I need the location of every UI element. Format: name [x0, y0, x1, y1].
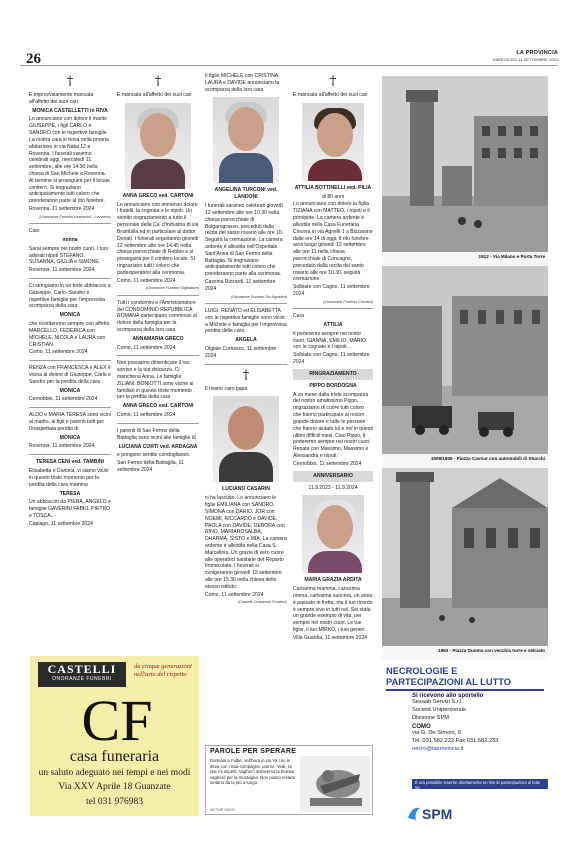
- divider: [29, 360, 111, 361]
- parole-per-sperare-box: [205, 745, 373, 815]
- historic-photo: [382, 76, 548, 252]
- notice-place: Rovenna, 11 settembre 2024: [29, 206, 95, 212]
- condolence-name: MONICA: [59, 434, 81, 441]
- notice-body: A un mese dalla triste scomparsa del nostro amatissimo Pippo, ringraziamo di cuore tutti coloro che hanno partecipato al nostro grande dolore e tutte le persone che hanno aiutato lui e noi in questi ultimi difficili mesi. Ciao Pippo, ti porteremo sempre nei nostri cuori. Renata con Massimo, Massimo e Alessandra e nipoti.: [293, 391, 373, 459]
- online-banner[interactable]: È ora possibile inserire direttamente on line le partecipazioni al lutto su: [412, 779, 548, 789]
- intro-text: È improvvisamente mancata all'affetto dei suoi cari: [29, 92, 94, 105]
- condolence-name: MONICA: [59, 312, 81, 319]
- condolence-name: ANGELA: [235, 337, 257, 344]
- office-email-link[interactable]: necro@laprovincia.it: [412, 745, 464, 752]
- portrait-photo: [213, 97, 279, 183]
- photo-caption: 1912 - Via Milano e Porta Torre: [478, 254, 545, 259]
- monogram-text: CF: [82, 692, 152, 744]
- newspaper-brand: LA PROVINCIA: [516, 50, 558, 56]
- condolence-body: I parenti di San Fermo della Battaglia sono vicini alle famiglie di: [117, 427, 196, 441]
- photo-caption: 1893 - Piazza Duomo con vecchia torre e selciato: [438, 648, 545, 653]
- condolence-body: Un abbraccio da PIERA, ANGELO e famiglie GAVERINI FABIO, PIETRO e TOSCA.: [29, 499, 111, 519]
- funeral-agency: (Onoranze Funebri De Agostini): [230, 293, 287, 299]
- notice-body: Lo annunciano con dolore la figlia TIZIANA con MATTEO, i nipoti e il pronipote. La camera ardente è allestita nella Casa Funeraria Cincera in via Agnelli 1 a Bizzarone dalle ore 14 di oggi. Il rito funebre avrà luogo giovedì 12 settembre alle ore 11 nella chiesa parrocchiale di Concagno, preceduto dalla recita del santo rosario alle ore 10.30, seguirà cremazione.: [293, 201, 373, 283]
- deceased-name: ATTILIA BOTTINELLI ved. PILIA: [294, 184, 372, 191]
- obituary-column-4: [293, 72, 373, 744]
- notice-place: Cassina Rizzardi, 11 settembre 2024: [205, 279, 276, 292]
- deceased-name: ANGELINA TURCONI ved. LANDONI: [214, 187, 278, 201]
- condolence-place: Cernobbio, 11 settembre 2024: [29, 396, 98, 403]
- historic-photos-panel: [382, 76, 548, 660]
- box-quote: Dormani a Fulbe, vell'hora in cui Va con le deva con i Sua compagna, parrire. Vedi, so che mi aspetti. Vagherò attraverso la foresta, vagherò per la montagna. Non posso restare lontano da te più a lungo.: [210, 758, 296, 786]
- condolence-intro: Ciao: [29, 228, 40, 235]
- condolence-place: Solbiate con Cagno, 11 settembre 2024: [293, 352, 370, 366]
- condolence-place: Olgiate Comasco, 11 settembre 2024: [205, 346, 277, 359]
- historic-photo: [382, 468, 548, 646]
- notice-body: Lo annunciano con dolore il marito GIUSEPPE, i figli CARLO e SANDRO con le rispettive famiglie. La nostra cara si trova nella propria abitazione in via Natai 12 a Rovenna. I funerali saranno celebrati oggi, mercoledì 11 settembre, alle ore 14.30 nella chiesa di San Michele a Rovenna. Al termine si proseguirà per il locale cimitero. Si ringraziano anticipatamente tutti coloro che prenderanno parte al rito funebre.: [29, 116, 110, 205]
- intro-text: È mancata all'affetto dei suoi cari: [117, 92, 192, 98]
- funeral-agency: (Onoranze Funebri Cincera): [323, 298, 373, 304]
- divider: [205, 303, 287, 304]
- condolence-body: ALDO e MARIA TERESA sono vicini al marito, ai figli e parenti tutti per l'inaspettata perdita di: [29, 412, 111, 432]
- deceased-age: di 80 anni: [321, 193, 345, 200]
- ad-phone: tel 031 976983: [86, 797, 143, 807]
- divider: [29, 223, 111, 224]
- spm-logo-icon: [406, 804, 460, 822]
- condolence-body: che ricorderemo sempre con affetto. MARCELLO, FEDERICA con MICHELE, NICOLA e LAURA con CRISTIAN.: [29, 321, 111, 348]
- condolence-body: ti porteremo sempre nei nostri cuori. GIANNA, EMILIO, MARIO con le cognate e i nipoti.: [293, 330, 367, 351]
- notice-body: I funerali saranno celebrati giovedì 12 settembre alle ore 10.30 nella chiesa parrocchiale di Bulgarograsso, preceduti dalla recita del santo rosario alle ore 10. Seguirà la cremazione. La camera ardente è allestita nell'Ospedale Sant'Anna di San Fermo della Battaglia. Si ringraziano anticipatamente tutti coloro che prenderanno parte alla cerimonia.: [205, 203, 284, 278]
- intro-text: Il figlio MICHELE con CRISTINA, LAURA e DAVIDE annunciano la scomparsa della loro cara: [205, 73, 280, 93]
- deceased-name: MONICA CASTELLETTI in RIVA: [32, 107, 108, 114]
- office-phone[interactable]: Tel. 031.582.222 Fax 031.582.233: [412, 738, 499, 745]
- condolence-body: Non possiamo dimenticare il tuo sorriso e la tua dolcezza. Ci mancherai Anna. Le famiglie ZILIANI, BONIOTTI sono vicine ai familiari in questo triste momento per la perdita della cara: [117, 360, 194, 401]
- condolence-body: e pongono sentite condoglianze.: [117, 452, 191, 459]
- portrait-photo: [213, 396, 279, 482]
- condolence-name: nonna: [62, 236, 78, 243]
- notice-place: Como, 11 settembre 2024: [117, 277, 176, 284]
- condolence-name: ATTILIA: [323, 321, 343, 328]
- funeral-agency: (Castelli Onoranze Funebri): [237, 599, 287, 605]
- deceased-name: PIPPO BORDOGNA: [309, 382, 357, 389]
- condolence-intro: Cara: [293, 313, 305, 320]
- condolence-name: TERESA CENI ved. TAMBINI: [36, 459, 104, 466]
- condolence-place: Rovenna, 11 settembre 2024: [29, 267, 95, 274]
- notice-place: Cernobbio, 11 settembre 2024: [293, 460, 362, 467]
- condolence-place: Como, 11 settembre 2024: [117, 344, 176, 351]
- office-city: COMO: [412, 724, 431, 731]
- condolence-place: Como, 11 settembre 2024: [117, 412, 176, 419]
- receive-note: Si ricevono allo sportello: [412, 693, 484, 700]
- condolence-place: Capiago, 11 settembre 2024: [29, 520, 93, 527]
- box-title-line-1: NECROLOGIE E: [386, 666, 458, 676]
- box-title-line-2: PARTECIPAZIONI AL LUTTO: [386, 676, 511, 687]
- condolence-body: Ci stringiamo in un forte abbraccio a Giuseppe, Carlo, Sandro e rispettive famiglie per l'improvvisa scomparsa della cara: [29, 283, 111, 310]
- ad-headline: casa funeraria: [69, 748, 160, 765]
- cross-icon: †: [154, 74, 162, 89]
- anniversary-dates: 11.9.2023 - 11.9.2024: [308, 484, 358, 491]
- portrait-photo: [302, 103, 364, 181]
- notice-place: Solbiate con Cagno, 11 settembre 2024: [293, 284, 370, 297]
- condolence-place: San Fermo della Battaglia, 11 settembre 2024: [117, 460, 184, 473]
- notice-body: Carissima mamma, carissima nonna, carissima suocera, un anno è passato in fretta, ma il tuo ricordo è sempre vivo in tutti noi. Sei stata un grande esempio di vita, per sempre nei nostri cuori. Le tue figlie, il tuo MIRKO, i tuoi generi.: [293, 586, 373, 634]
- condolence-name: ANNAMARIA GRECO: [132, 335, 184, 342]
- cross-icon: †: [242, 367, 250, 383]
- divider: [29, 454, 111, 455]
- company-type: Società Unipersonale: [412, 707, 467, 714]
- photo-caption: 1908/1909 - Piazza Cavour con automobili di Stucchi: [430, 456, 545, 461]
- funeral-agency: (Onoranze Funebri Tagliabue): [145, 285, 199, 291]
- ad-brand: CASTELLI: [47, 662, 117, 676]
- page-header: [20, 40, 558, 66]
- portrait-photo: [302, 495, 364, 573]
- notice-place: Villa Guardia, 11 settembre 2024: [293, 634, 367, 641]
- divider: [293, 308, 373, 309]
- condolence-body: Tutti i condomini e l'Amministratore del CONDOMINIO REPUBBLICA ROMANA partecipano commossi al dolore della famiglia per la scomparsa della loro cara: [117, 299, 197, 333]
- divider: [117, 423, 199, 424]
- condolence-name: MONICA: [59, 387, 81, 394]
- quote-author: VICTOR HUGO: [210, 808, 235, 812]
- ad-slogan: un saluto adeguato nei tempi e nei modi: [38, 768, 191, 778]
- box-title: PAROLE PER SPERARE: [210, 748, 297, 755]
- condolence-name: ANNA GRECO ved. CARTONI: [122, 403, 194, 410]
- cross-icon: †: [329, 74, 337, 89]
- section-heading-anniversary: ANNIVERSARIO: [293, 471, 373, 482]
- notice-body: ci ha lasciato. Lo annunciano le figlie EMILIANA con SANDRO, SIMONA con DARIO, JOR con NOEMI, RICCARDO e DAVIDE, PAOLA con DAVIDE, DEBORA con RINO, MARIAROSALBA, DHARMA, SISTO e MIA. La camera ardente è allestita nella Casa S. Marcellina. Un grazie di vero cuore alle operatrici sanitarie del Reparto Immacolata. I funerali si svolgeranno giovedì 12 settembre alle ore 15.30 nella chiesa dello stesso istituto.: [205, 495, 287, 590]
- necrologie-info-box: [382, 664, 548, 824]
- divider: [29, 407, 111, 408]
- issue-date: MERCOLEDÌ 11 SETTEMBRE 2024: [493, 57, 558, 62]
- deceased-name: ANNA GRECO ved. CARTONI: [122, 192, 194, 199]
- ad-tagline: da cinque generazioni nell'arte del rispetto: [134, 663, 192, 679]
- funeral-agency: (Onoranze Funebri Invernizzi - Lezzeno): [39, 213, 111, 219]
- condolence-name: TERESA: [59, 490, 81, 497]
- condolence-name: LUCIANA CORTI ved. ARDAGNA: [118, 443, 198, 450]
- historic-photo: [382, 266, 548, 454]
- condolence-body: Elisabetta e Daniela, vi siamo vicini in questo triste momento per la perdita della cara mamma: [29, 468, 109, 488]
- ad-brand-sub: ONORANZE FUNEBRI: [52, 676, 112, 682]
- company-division: Divisione SPM: [412, 714, 449, 721]
- ad-address: Via XXV Aprile 18 Guanzate: [58, 782, 171, 792]
- office-address: via G. De Simoni, 6: [412, 730, 461, 737]
- condolence-body: RENZA con FRANCESCA e ALEX è vicina al dolore di Giuseppe, Carlo e Sandro per la perdita della cara: [29, 365, 111, 385]
- cf-monogram-icon: [82, 692, 152, 744]
- portrait-photo: [125, 103, 191, 189]
- condolence-place: Como, 11 settembre 2024: [29, 349, 88, 356]
- cross-icon: †: [66, 74, 74, 89]
- condolence-body: LUIGI, RENATO ed ELISABETTA con le rispettive famiglie sono vicini a Michele e famiglia per l'improvvisa perdita della cara: [205, 307, 287, 335]
- condolence-place: Rovenna, 11 settembre 2024: [29, 443, 95, 450]
- deceased-name: MARIA GRAZIA ARDITA: [304, 577, 362, 584]
- divider: [117, 295, 199, 296]
- intro-text: È mancata all'affetto dei suoi cari: [293, 92, 368, 98]
- divider: [29, 278, 111, 279]
- obituary-column-3: [205, 72, 287, 740]
- castelli-logo: [38, 662, 126, 687]
- company-name: Sesaab Servizi S.r.l.: [412, 699, 463, 706]
- castelli-funeral-ad[interactable]: [30, 656, 199, 816]
- spm-logo-text: SPM: [422, 806, 453, 822]
- notice-place: Como, 11 settembre 2024: [205, 591, 264, 598]
- divider: [386, 689, 544, 691]
- obituary-column-2: [117, 72, 199, 744]
- page-number: 26: [26, 51, 41, 67]
- divider: [117, 355, 199, 356]
- intro-text: Il nostro caro papà: [205, 385, 248, 392]
- obituary-column-1: [29, 72, 111, 652]
- notice-body: Lo annunciano con immenso dolore i fratelli, la cognata e le nipoti. Un sentito ringraziamento a tutto il personale della Ca' d'Industria di via Brambilla ed in particolare al dottor Donati. I funerali seguiranno giovedì 12 settembre alle ore 14.45 nella chiesa parrocchiale di Rebbio e si proseguirà per il cimitero locale. Si ringraziano tutti i coloro che parteciperanno alla cerimonia.: [117, 201, 199, 276]
- section-heading-thanks: RINGRAZIAMENTO: [293, 369, 373, 380]
- divider: [205, 364, 287, 365]
- condolence-body: Sarai sempre nei nostri cuori. I tuoi adorati nipoti STEFANO, SUSANNA, GIULIA e SIMONE.: [29, 245, 108, 266]
- angel-statue-icon: [300, 756, 370, 812]
- deceased-name: LUCIANO CASARIN: [222, 486, 270, 493]
